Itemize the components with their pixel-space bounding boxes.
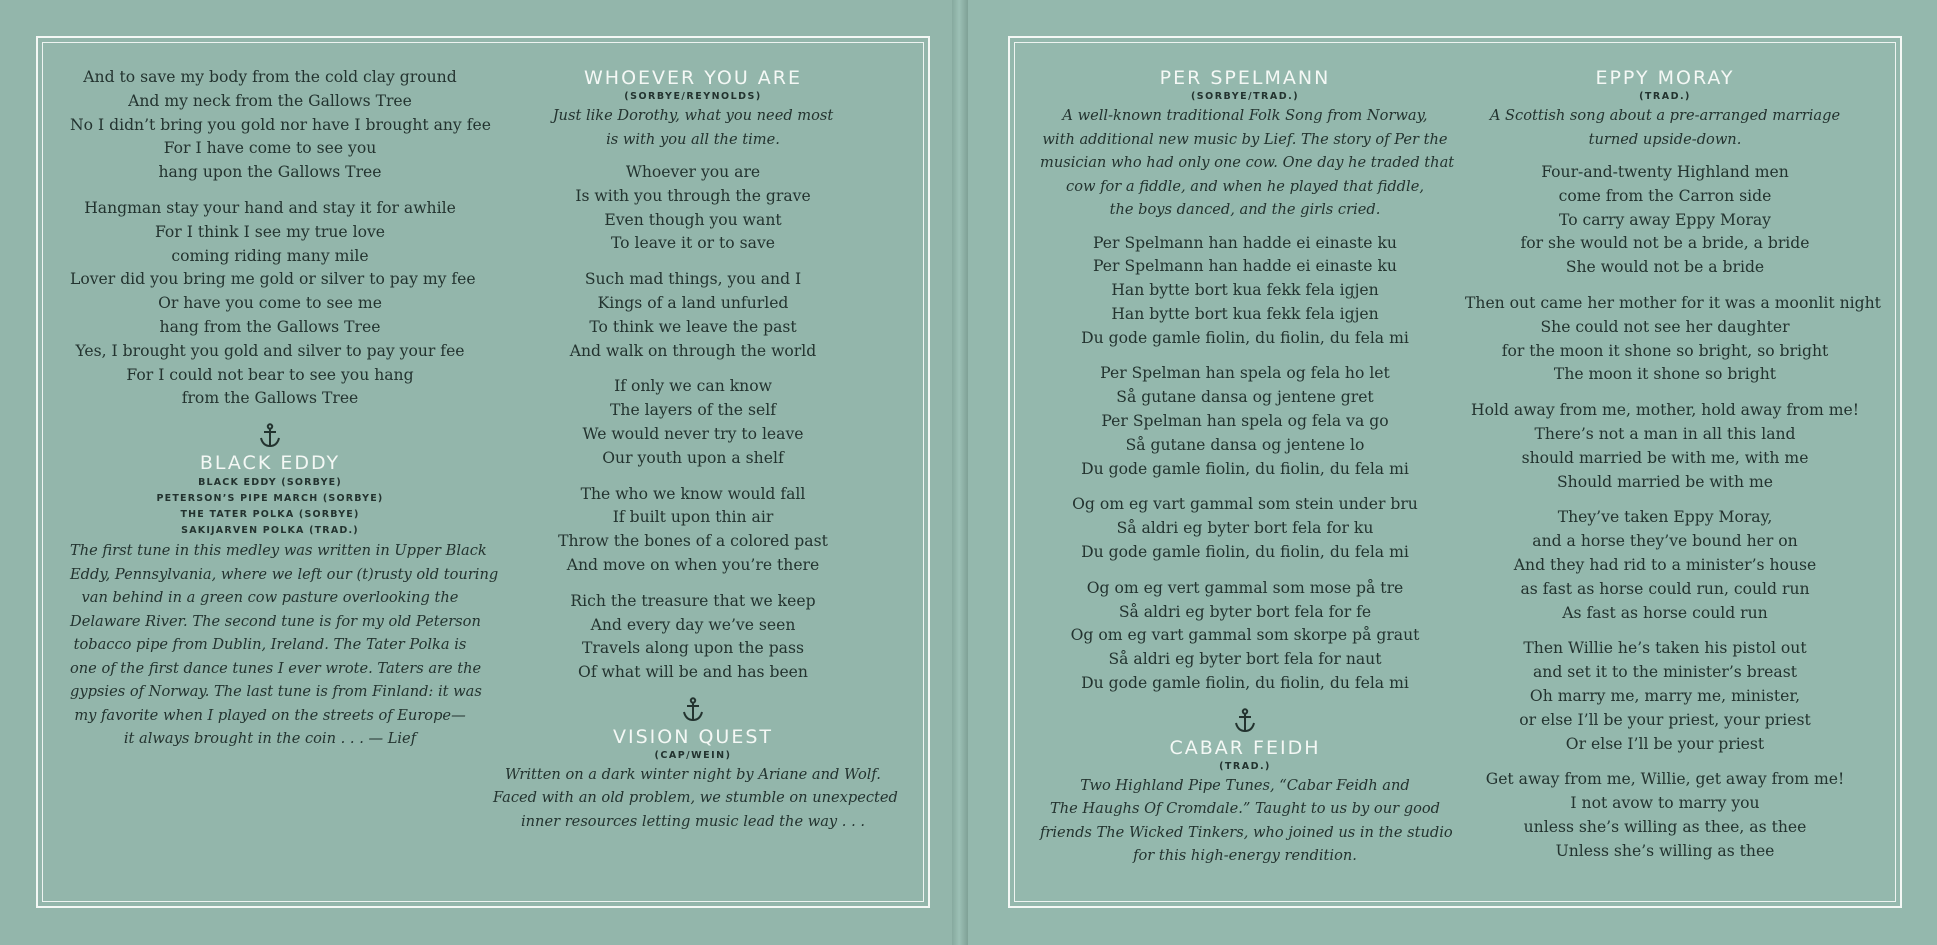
note-line: A well-known traditional Folk Song from Norway, (1062, 107, 1428, 124)
note-line: turned upside-down. (1588, 130, 1742, 148)
lyric-line: hang upon the Gallows Tree (158, 163, 382, 182)
lyric-line: And move on when you’re there (566, 555, 820, 574)
lyric-stanza (1465, 506, 1865, 625)
lyric-line: The who we know would fall (580, 484, 806, 503)
song-credit: (SORBYE/TRAD.) (1190, 91, 1300, 102)
lyric-line: The moon it shone so bright (1553, 365, 1777, 384)
lyric-line: Yes, I brought you gold and silver to pay your fee (75, 341, 465, 360)
lyric-line: And my neck from the Gallows Tree (128, 91, 412, 110)
lyric-stanza (493, 483, 893, 578)
lyric-line: For I think I see my true love (154, 222, 386, 241)
note-line: for this high-energy rendition. (1133, 847, 1357, 865)
tune-credit: SAKIJARVEN POLKA (TRAD.) (181, 525, 359, 537)
lyric-stanza (493, 161, 893, 256)
tune-credit: THE TATER POLKA (SORBYE) (180, 509, 360, 521)
lyric-line: Kings of a land unfurled (597, 293, 789, 312)
tune-credit: PETERSON’S PIPE MARCH (SORBYE) (156, 493, 384, 505)
lyric-stanza (493, 268, 893, 363)
note-line: The Haughs Of Cromdale.” Taught to us by our good (1049, 800, 1440, 818)
lyric-line: Han bytte bort kua fekk fela igjen (1111, 304, 1379, 323)
lyric-line: Lover did you bring me gold or silver to pay my fee (70, 270, 476, 289)
right-column-1 (1040, 66, 1455, 878)
lyric-line: Du gode gamle fiolin, du fiolin, du fela mi (1081, 459, 1409, 478)
lyric-line: Du gode gamle fiolin, du fiolin, du fela mi (1081, 543, 1409, 562)
lyric-line: We would never try to leave (582, 424, 804, 443)
lyric-line: Og om eg vart gammal som stein under bru (1072, 495, 1418, 514)
lyric-line: Så gutane dansa og jentene lo (1125, 435, 1365, 454)
note-line: The first tune in this medley was written in Upper Black (70, 542, 487, 560)
lyric-line: And walk on through the world (569, 341, 817, 360)
lyric-line: Get away from me, Willie, get away from me! (1485, 770, 1845, 789)
lyric-line: or else I’ll be your priest, your priest (1519, 710, 1811, 729)
note-line: one of the first dance tunes I ever wrote. Taters are the (70, 659, 482, 677)
tune-credit: BLACK EDDY (SORBYE) (198, 477, 342, 489)
lyric-line: As fast as horse could run (1562, 603, 1768, 622)
lyric-line: and a horse they’ve bound her on (1532, 532, 1798, 551)
lyric-stanza (1465, 637, 1865, 756)
lyric-line: Whoever you are (625, 163, 761, 181)
left-column-2 (493, 66, 898, 843)
lyric-line: Is with you through the grave (575, 186, 811, 205)
lyric-line: Such mad things, you and I (584, 270, 802, 289)
lyric-line: For I have come to see you (163, 139, 377, 158)
lyric-line: I not avow to marry you (1570, 794, 1760, 813)
lyric-stanza (1465, 292, 1881, 387)
lyric-line: and set it to the minister’s breast (1533, 663, 1797, 682)
lyric-line: Or else I’ll be your priest (1565, 734, 1765, 753)
lyric-line: To think we leave the past (589, 317, 797, 336)
note-line: cow for a fiddle, and when he played that fiddle, (1066, 177, 1424, 195)
lyric-line: from the Gallows Tree (181, 389, 359, 408)
song-notes (1465, 104, 1865, 151)
lyric-line: Unless she’s willing as thee (1555, 841, 1775, 860)
song-title-eppy-moray: EPPY MORAY (1595, 67, 1735, 89)
lyric-line: as fast as horse could run, could run (1520, 579, 1810, 598)
anchor-icon (258, 423, 282, 449)
lyric-line: Han bytte bort kua fekk fela igjen (1111, 281, 1379, 300)
lyric-line: Per Spelman han spela og fela ho let (1100, 364, 1390, 383)
lyric-line: Per Spelman han spela og fela va go (1101, 412, 1389, 431)
anchor-icon (681, 697, 705, 723)
lyric-line: To carry away Eppy Moray (1559, 210, 1771, 229)
lyric-line: Even though you want (604, 210, 782, 229)
lyric-stanza (1465, 399, 1865, 494)
lyric-line: They’ve taken Eppy Moray, (1557, 508, 1773, 527)
right-column-2 (1465, 66, 1881, 876)
lyric-line: And to save my body from the cold clay ground (83, 68, 457, 86)
song-credit: (CAP/WEIN) (654, 749, 732, 761)
note-line: Delaware River. The second tune is for my old Peterson (70, 612, 481, 630)
lyric-line: Hold away from me, mother, hold away from me! (1471, 401, 1859, 420)
note-line: gypsies of Norway. The last tune is from Finland: it was (70, 683, 482, 701)
lyric-line: To leave it or to save (610, 234, 775, 253)
song-title-vision-quest: VISION QUEST (612, 725, 773, 748)
lyric-line: come from the Carron side (1558, 186, 1772, 205)
lyric-line: unless she’s willing as thee, as thee (1523, 817, 1807, 836)
lyric-line: Then Willie he’s taken his pistol out (1523, 639, 1807, 658)
lyric-line: for she would not be a bride, a bride (1520, 234, 1810, 253)
lyric-line: for the moon it shone so bright, so bright (1501, 341, 1829, 360)
booklet-spine (952, 0, 968, 945)
song-credit: (TRAD.) (1219, 760, 1271, 772)
lyric-stanza (1040, 493, 1450, 564)
lyric-stanza (1040, 577, 1450, 696)
lyric-line: The layers of the self (610, 401, 776, 420)
lyric-line: hang from the Gallows Tree (159, 317, 381, 336)
lyric-stanza (1465, 161, 1865, 280)
lyric-line: Then out came her mother for it was a moonlit night (1465, 293, 1881, 312)
lyric-line: For I could not bear to see you hang (126, 365, 414, 384)
lyric-line: Throw the bones of a colored past (558, 532, 828, 551)
note-line: my favorite when I played on the streets of Europe— (74, 706, 466, 724)
lyric-line: She would not be a bride (1565, 258, 1765, 277)
note-line: Two Highland Pipe Tunes, “Cabar Feidh and (1080, 776, 1410, 794)
left-column-1 (70, 66, 499, 761)
gallows-stanza-1 (70, 66, 491, 185)
black-eddy-notes (70, 539, 499, 751)
note-line: with additional new music by Lief. The story of Per the (1042, 130, 1448, 148)
lyric-line: She could not see her daughter (1540, 317, 1790, 336)
gallows-stanza-2 (70, 197, 476, 411)
note-line: is with you all the time. (606, 130, 780, 148)
lyric-line: Four-and-twenty Highland men (1541, 163, 1789, 181)
lyric-line: Our youth upon a shelf (602, 448, 784, 467)
lyric-stanza (1040, 232, 1450, 351)
lyric-line: Of what will be and has been (578, 663, 808, 682)
lyric-line: Should married be with me (1556, 472, 1773, 491)
note-line: Faced with an old problem, we stumble on unexpected (493, 789, 898, 807)
lyric-line: And they had rid to a minister’s house (1513, 555, 1817, 574)
lyric-stanza (1465, 768, 1865, 863)
song-title-black-eddy: BLACK EDDY (199, 452, 341, 475)
song-title-per-spelmann: PER SPELMANN (1159, 67, 1331, 89)
note-line: Written on a dark winter night by Ariane and Wolf. (505, 765, 881, 783)
note-line: musician who had only one cow. One day he traded that (1040, 154, 1455, 171)
lyric-line: And every day we’ve seen (590, 615, 796, 634)
lyric-line: Så aldri eg byter bort fela for naut (1108, 650, 1382, 669)
lyric-line: Du gode gamle fiolin, du fiolin, du fela mi (1081, 328, 1409, 347)
lyric-line: Du gode gamle fiolin, du fiolin, du fela mi (1081, 674, 1409, 693)
note-line: A Scottish song about a pre-arranged marriage (1489, 107, 1841, 124)
song-title-cabar-feidh: CABAR FEIDH (1169, 736, 1321, 759)
song-notes (1040, 774, 1453, 868)
lyric-line: Så aldri eg byter bort fela for fe (1118, 602, 1372, 621)
lyric-line: No I didn’t bring you gold nor have I brought any fee (70, 115, 491, 134)
tune-list (70, 475, 470, 539)
lyric-line: Og om eg vart gammal som skorpe på graut (1070, 626, 1420, 645)
lyric-line: Og om eg vert gammal som mose på tre (1086, 578, 1404, 597)
lyric-line: coming riding many mile (171, 246, 369, 265)
note-line: van behind in a green cow pasture overlooking the (81, 589, 459, 607)
song-credit: (TRAD.) (1639, 91, 1691, 102)
song-notes (493, 104, 893, 151)
song-notes (493, 763, 898, 834)
anchor-icon (1233, 708, 1257, 734)
note-line: Just like Dorothy, what you need most (552, 107, 834, 124)
note-line: Eddy, Pennsylvania, where we left our (t)rusty old touring (70, 565, 499, 583)
lyric-line: If only we can know (614, 377, 772, 396)
lyric-line: Hangman stay your hand and stay it for awhile (84, 198, 456, 217)
lyric-stanza (493, 375, 893, 470)
lyric-line: Rich the treasure that we keep (570, 591, 816, 610)
note-line: friends The Wicked Tinkers, who joined us in the studio (1040, 823, 1453, 841)
song-title-whoever-you-are: WHOEVER YOU ARE (584, 67, 802, 89)
note-line: the boys danced, and the girls cried. (1109, 201, 1381, 218)
note-line: it always brought in the coin . . . — Lief (123, 730, 417, 748)
lyric-stanza (1040, 362, 1450, 481)
song-credit: (SORBYE/REYNOLDS) (624, 91, 762, 102)
lyric-line: Travels along upon the pass (582, 639, 804, 658)
lyric-line: Or have you come to see me (158, 294, 382, 313)
lyric-line: Så aldri eg byter bort fela for ku (1116, 519, 1374, 538)
song-notes (1040, 104, 1455, 222)
note-line: tobacco pipe from Dublin, Ireland. The Tater Polka is (73, 636, 467, 654)
lyric-line: If built upon thin air (612, 508, 774, 527)
lyric-line: should married be with me, with me (1521, 448, 1809, 467)
lyric-line: Per Spelmann han hadde ei einaste ku (1093, 257, 1397, 276)
lyric-line: There’s not a man in all this land (1534, 424, 1796, 443)
lyric-line: Per Spelmann han hadde ei einaste ku (1093, 233, 1397, 252)
lyric-line: Så gutane dansa og jentene gret (1116, 388, 1374, 407)
lyric-line: Oh marry me, marry me, minister, (1529, 686, 1801, 705)
note-line: inner resources letting music lead the way . . . (520, 812, 865, 830)
lyric-stanza (493, 590, 893, 685)
